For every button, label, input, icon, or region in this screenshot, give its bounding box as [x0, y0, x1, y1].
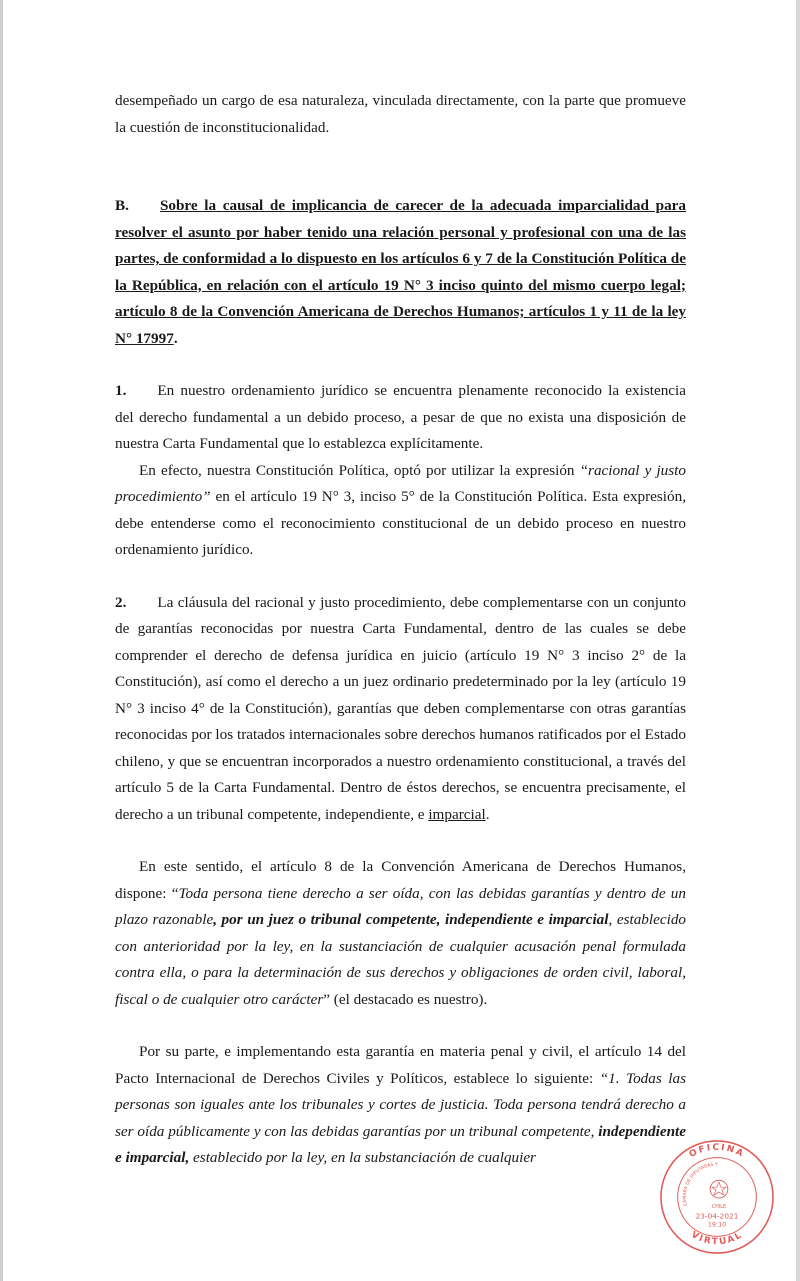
- quote-article-8-part1: Toda persona tiene derecho a ser oída, con las debidas garantías y dentro de un plazo razonable: [115, 884, 686, 928]
- paragraph-1: [115, 378, 686, 458]
- quote-article-14-part2: establecido por la ley, en la substanciación de cualquier: [189, 1149, 536, 1166]
- paragraph-1b: En efecto, nuestra Constitución Política, optó por utilizar la expresión “racional y justo procedimiento” en el artículo 19 N° 3, inciso 5° de la Constitución Política. Esta expresión, debe entenderse como el reconocimiento constitucional de un debido proceso en nuestro ordenamiento jurídico.: [115, 461, 686, 558]
- quote-racional-justo: “racional y justo procedimiento”: [115, 461, 686, 505]
- stamp-emblem-icon: [710, 1180, 728, 1198]
- document-page: [115, 88, 686, 1172]
- paragraph-4: Por su parte, e implementando esta garantía en materia penal y civil, el artículo 14 del Pacto Internacional de Derechos Civiles y Políticos, establece lo siguiente: “1. Todas las personas son iguales ante los tribunales y cortes de justicia. Toda persona tendrá derecho a ser oída públicamente y con las debidas garantías por un tribunal competente, independiente e imparcial, establecido por la ley, en la substanciación de cualquier: [115, 1043, 686, 1166]
- underlined-imparcial: imparcial: [428, 805, 486, 823]
- stamp-time: 19:10: [707, 1220, 727, 1229]
- stamp-bottom-text: VIRTUAL: [689, 1229, 745, 1248]
- stamp-ring-text: CÁMARA DE DIPUTADAS Y: [682, 1162, 718, 1207]
- svg-text:VIRTUAL: [689, 1230, 745, 1247]
- quote-article-14-highlight: independiente e imparcial,: [115, 1122, 686, 1166]
- section-b-heading-text: Sobre la causal de implicancia de carecer de la adecuada imparcialidad para resolver el asunto por haber tenido una relación personal y profesional con una de las partes, de conformidad a lo dispuesto en los artículos 6 y 7 de la Constitución Política de la República, en relación con el artículo 19 N° 3 inciso quinto del mismo cuerpo legal; artículo 8 de la Convención Americana de Derechos Humanos; artículos 1 y 11 de la ley N° 17997: [115, 197, 686, 347]
- intro-paragraph: desempeñado un cargo de esa naturaleza, vinculada directamente, con la parte que promueve la cuestión de inconstitucionalidad.: [115, 92, 686, 136]
- paragraph-3: En este sentido, el artículo 8 de la Convención Americana de Derechos Humanos, dispone: “Toda persona tiene derecho a ser oída, con las debidas garantías y dentro de un plazo razonable, por un juez o tribunal competente, independiente e imparcial, establecido con anterioridad por la ley, en la sustanciación de cualquier acusación penal formulada contra ella, o para la determinación de sus derechos y obligaciones de orden civil, laboral, fiscal o de cualquier otro carácter” (el destacado es nuestro).: [115, 858, 687, 1008]
- stamp-top-text: OFICINA: [687, 1142, 747, 1160]
- section-b-label: B.: [115, 197, 129, 214]
- section-b-heading: B. Sobre la causal de implicancia de carecer de la adecuada imparcialidad para resolver el asunto por haber tenido una relación personal y profesional con una de las partes, de conformidad a lo dispuesto en los artículos 6 y 7 de la Constitución Política de la República, en relación con el artículo 19 N° 3 inciso quinto del mismo cuerpo legal; artículo 8 de la Convención Americana de Derechos Humanos; artículos 1 y 11 de la ley N° 17997.: [115, 197, 686, 347]
- page-right-edge: [796, 0, 800, 1281]
- office-stamp: [658, 1138, 776, 1256]
- paragraph-2: 2. La cláusula del racional y justo procedimiento, debe complementarse con un conjunto de garantías reconocidas por nuestra Carta Fundamental, dentro de las cuales se debe comprender el derecho de defensa jurídica en juicio (artículo 19 N° 3 inciso 2° de la Constitución), así como el derecho a un juez ordinario predeterminado por la ley (artículo 19 N° 3 inciso 4° de la Constitución), garantías que deben complementarse con otras garantías reconocidas por los tratados internacionales sobre derechos humanos ratificados por el Estado chileno, y que se encuentran incorporados a nuestro ordenamiento constitucional, a través del artículo 5 de la Carta Fundamental. Dentro de éstos derechos, se encuentra precisamente, el derecho a un tribunal competente, independiente, e imparcial.: [115, 593, 686, 823]
- quote-article-8-highlight: , por un juez o tribunal competente, independiente e imparcial: [213, 911, 609, 928]
- page-left-edge: [0, 0, 3, 1281]
- stamp-date: 23-04-2021: [695, 1211, 739, 1221]
- stamp-country: CHILE: [711, 1203, 727, 1210]
- quote-article-8-part2: , establecido con anterioridad por la ley, en la sustanciación de cualquier acusación penal formulada contra ella, o para la determinación de sus derechos y obligaciones de orden civil, laboral, fiscal o de cualquier otro carácter: [115, 911, 687, 1008]
- quote-article-14-part1: “1. Todas las personas son iguales ante los tribunales y cortes de justicia. Toda persona tendrá derecho a ser oída públicamente y con las debidas garantías por un tribunal competente,: [115, 1069, 686, 1140]
- paragraph-2-text: La cláusula del racional y justo procedimiento, debe complementarse con un conjunto de garantías reconocidas por nuestra Carta Fundamental, dentro de las cuales se debe comprender el derecho de defensa jurídica en juicio (artículo 19 N° 3 inciso 2° de la Constitución), así como el derecho a un juez ordinario predeterminado por la ley (artículo 19 N° 3 inciso 4° de la Constitución), garantías que deben complementarse con otras garantías reconocidas por los tratados internacionales sobre derechos humanos ratificados por el Estado chileno, y que se encuentran incorporados a nuestro ordenamiento constitucional, a través del artículo 5 de la Carta Fundamental. Dentro de éstos derechos, se encuentra precisamente, el derecho a un tribunal competente, independiente, e: [115, 593, 686, 823]
- paragraph-1-text: En nuestro ordenamiento jurídico se encuentra plenamente reconocido la existencia del derecho fundamental a un debido proceso, a pesar de que no exista una disposición de nuestra Carta Fundamental que lo establezca explícitamente.: [115, 382, 686, 452]
- paragraph-2-number: 2.: [115, 593, 127, 611]
- paragraph-1-number: 1.: [115, 382, 127, 399]
